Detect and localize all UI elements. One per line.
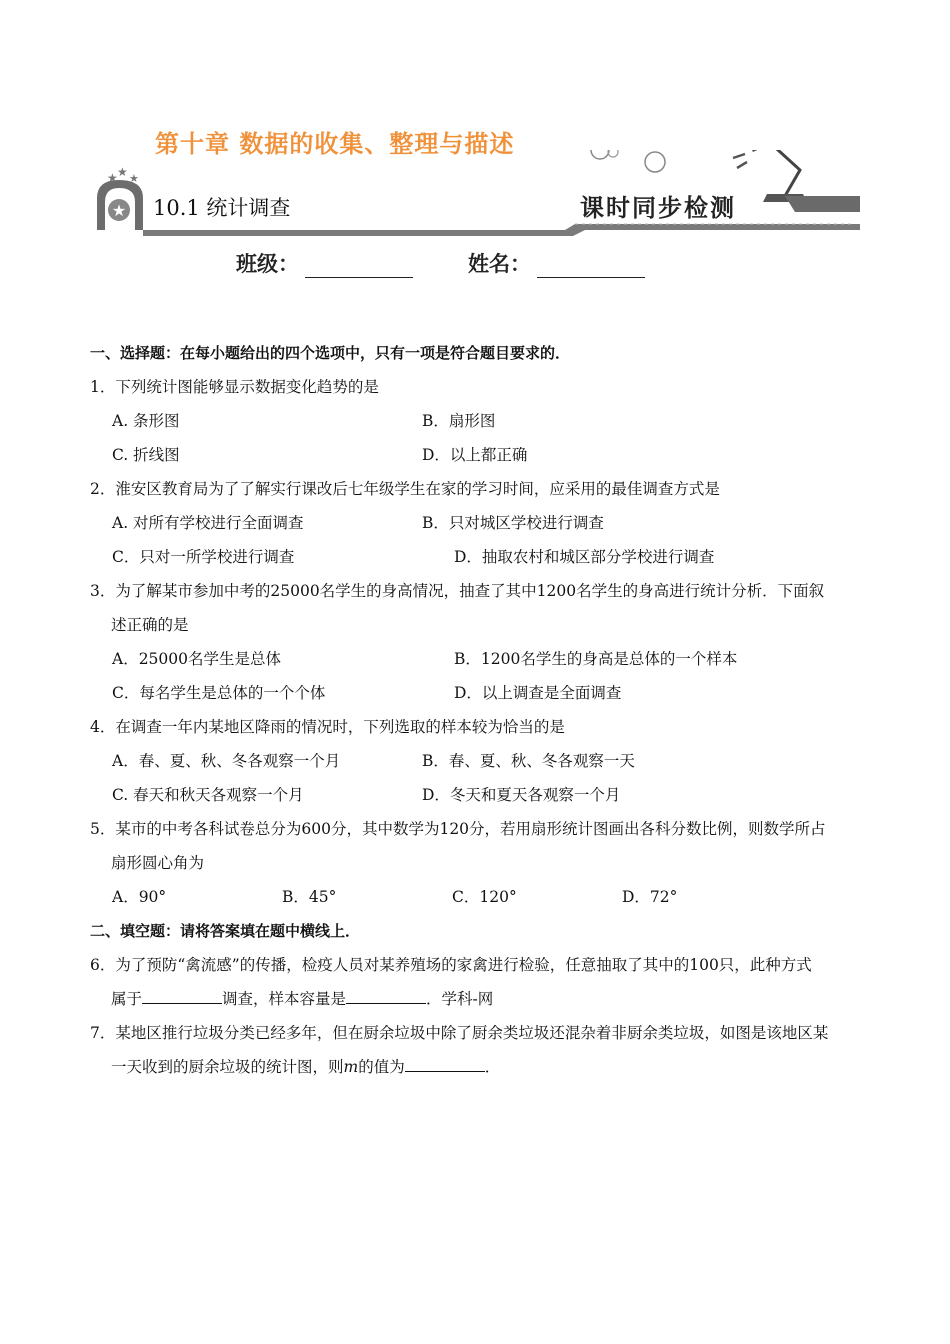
class-field[interactable] xyxy=(236,248,413,278)
question-3 xyxy=(90,574,870,608)
sync-test-title: 课时同步检测 xyxy=(580,193,736,222)
options-row xyxy=(90,438,870,472)
question-7 xyxy=(90,1016,870,1050)
question-text-continued: 述正确的是 xyxy=(111,616,189,634)
option-b[interactable]: B．春、夏、秋、冬各观察一天 xyxy=(422,752,635,770)
option-b[interactable]: B．45° xyxy=(282,888,337,906)
svg-text:★: ★ xyxy=(117,165,128,179)
option-d[interactable]: D．抽取农村和城区部分学校进行调查 xyxy=(454,548,715,566)
option-b[interactable]: B．只对城区学校进行调查 xyxy=(422,514,604,532)
question-number: 1． xyxy=(90,378,116,396)
option-a[interactable]: A. 对所有学校进行全面调查 xyxy=(112,514,304,532)
question-content xyxy=(90,336,870,1084)
text-fragment: ． xyxy=(484,1058,501,1076)
svg-text:★: ★ xyxy=(129,172,139,185)
star-emblem-icon xyxy=(97,165,143,230)
class-blank[interactable] xyxy=(305,255,413,278)
option-d[interactable]: D．以上都正确 xyxy=(422,446,528,464)
question-number: 6． xyxy=(90,956,116,974)
options-row xyxy=(90,642,870,676)
options-row xyxy=(90,744,870,778)
option-b[interactable]: B．1200名学生的身高是总体的一个样本 xyxy=(454,650,738,668)
options-row xyxy=(90,506,870,540)
options-row xyxy=(90,540,870,574)
question-text-continued xyxy=(90,1050,870,1084)
option-a[interactable]: A．春、夏、秋、冬各观察一个月 xyxy=(112,752,341,770)
question-5 xyxy=(90,812,870,846)
option-b[interactable]: B．扇形图 xyxy=(422,412,496,430)
name-blank[interactable] xyxy=(537,255,645,278)
section-heading-choice: 一、选择题：在每小题给出的四个选项中，只有一项是符合题目要求的． xyxy=(90,344,571,362)
question-text: 为了预防“禽流感”的传播，检疫人员对某养殖场的家禽进行检验，任意抽取了其中的100只，此种方式 xyxy=(115,956,812,974)
svg-text:★: ★ xyxy=(107,171,118,185)
options-row xyxy=(90,778,870,812)
question-4 xyxy=(90,710,870,744)
text-fragment: 调查，样本容量是 xyxy=(222,990,347,1008)
question-number: 5． xyxy=(90,820,116,838)
question-text-continued: 扇形圆心角为 xyxy=(111,854,205,872)
chapter-title: 第十章 数据的收集、整理与描述 xyxy=(155,130,515,158)
question-6 xyxy=(90,948,870,982)
desk-lamp-icon xyxy=(733,150,807,202)
question-number: 4． xyxy=(90,718,116,736)
option-c[interactable]: C．每名学生是总体的一个个体 xyxy=(112,684,326,702)
question-text: 淮安区教育局为了了解实行课改后七年级学生在家的学习时间，应采用的最佳调查方式是 xyxy=(115,480,720,498)
question-text: 某市的中考各科试卷总分为600分，其中数学为120分，若用扇形统计图画出各科分数比例，则数学所占 xyxy=(115,820,826,838)
options-row xyxy=(90,880,870,914)
option-a[interactable]: A．25000名学生是总体 xyxy=(112,650,282,668)
class-label: 班级： xyxy=(236,251,299,276)
bubble-icon xyxy=(591,150,609,159)
text-fragment: 的值为 xyxy=(358,1058,405,1076)
header-ribbon xyxy=(143,224,860,236)
variable-m: m xyxy=(343,1058,359,1076)
section-heading-fill: 二、填空题：请将答案填在题中横线上． xyxy=(90,922,361,940)
option-c[interactable]: C. 折线图 xyxy=(112,446,180,464)
question-number: 7． xyxy=(90,1024,116,1042)
option-c[interactable]: C．只对一所学校进行调查 xyxy=(112,548,295,566)
option-d[interactable]: D．冬天和夏天各观察一个月 xyxy=(422,786,621,804)
text-fragment: ．学科-网 xyxy=(426,990,494,1008)
svg-text:★: ★ xyxy=(111,201,127,220)
answer-blank[interactable] xyxy=(142,983,222,1004)
question-1 xyxy=(90,370,870,404)
option-a[interactable]: A．90° xyxy=(112,888,167,906)
answer-blank[interactable] xyxy=(346,983,426,1004)
options-row xyxy=(90,404,870,438)
name-label: 姓名： xyxy=(468,251,531,276)
section-title: 10.1 统计调查 xyxy=(153,196,291,220)
question-text: 为了解某市参加中考的25000名学生的身高情况，抽查了其中1200名学生的身高进行统计分析．下面叙 xyxy=(115,582,825,600)
question-text-continued xyxy=(90,982,870,1016)
question-2 xyxy=(90,472,870,506)
question-text: 在调查一年内某地区降雨的情况时，下列选取的样本较为恰当的是 xyxy=(115,718,565,736)
answer-blank[interactable] xyxy=(405,1051,485,1072)
question-text: 某地区推行垃圾分类已经多年，但在厨余垃圾中除了厨余类垃圾还混杂着非厨余类垃圾，如图是该地区某 xyxy=(115,1024,829,1042)
option-c[interactable]: C. 春天和秋天各观察一个月 xyxy=(112,786,304,804)
bubble-icon xyxy=(645,152,665,172)
option-d[interactable]: D．以上调查是全面调查 xyxy=(454,684,622,702)
options-row xyxy=(90,676,870,710)
option-d[interactable]: D．72° xyxy=(622,888,678,906)
text-fragment: 属于 xyxy=(111,990,143,1008)
text-fragment: 一天收到的厨余垃圾的统计图，则 xyxy=(111,1058,344,1076)
option-a[interactable]: A. 条形图 xyxy=(112,412,180,430)
name-field[interactable] xyxy=(468,248,645,278)
question-text: 下列统计图能够显示数据变化趋势的是 xyxy=(115,378,379,396)
option-c[interactable]: C．120° xyxy=(452,888,517,906)
question-number: 3． xyxy=(90,582,116,600)
question-number: 2． xyxy=(90,480,116,498)
